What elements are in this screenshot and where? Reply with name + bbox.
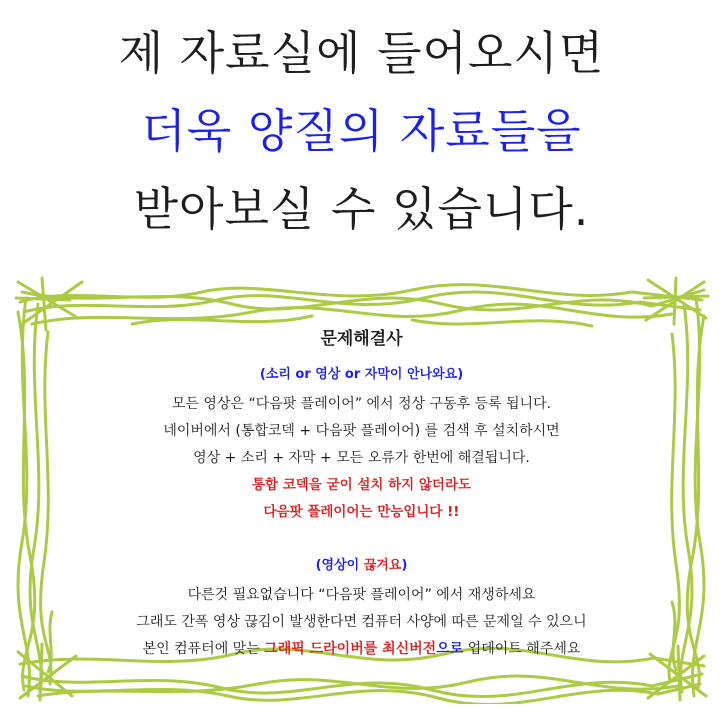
section1-line-2: 네이버에서 (통합코덱 + 다음팟 플레이어) 를 검색 후 설치하시면 (163, 423, 560, 439)
panel-title: 문제해결사 (320, 329, 403, 349)
section2-line-2: 그래도 간폭 영상 끊김이 발생한다면 컴퓨터 사양에 따른 문제일 수 있으니 (136, 614, 587, 630)
section1-subtitle: (소리 or 영상 or 자막이 안나와요) (259, 367, 464, 382)
info-panel (12, 272, 711, 704)
last-line-highlight: 그래픽 드라이버를 최신버전 (264, 641, 437, 657)
section1-line-1: 모든 영상은 “다음팟 플레이어” 에서 정상 구동후 등록 됩니다. (171, 396, 552, 412)
headline-block (0, 14, 723, 248)
headline-line-1: 제 자료실에 들어오시면 (118, 26, 605, 80)
headline-line-3: 받아보실 수 있습니다. (133, 182, 590, 236)
section1-line-3: 영상 + 소리 + 자막 + 모든 오류가 한번에 해결됩니다. (193, 450, 530, 466)
section2-subtitle (36, 552, 687, 579)
section2-subtitle-prefix: (영상이 (315, 558, 364, 573)
last-line-suffix: 업데이트 해주세요 (463, 641, 581, 657)
section1-warning-1: 통합 코덱을 굳이 설치 하지 않더라도 (251, 477, 472, 493)
headline-line-2: 더욱 양질의 자료들을 (141, 104, 582, 158)
last-line-middle: 으로 (436, 641, 464, 657)
last-line-prefix: 본인 컴퓨터에 맞는 (142, 641, 265, 657)
section2-subtitle-highlight: 끊겨요 (363, 558, 402, 573)
section2-subtitle-suffix: ) (401, 558, 408, 573)
section2-last-line (36, 636, 687, 663)
section-divider (36, 526, 687, 552)
section2-line-1: 다른것 필요없습니다 “다음팟 플레이어” 에서 재생하세요 (187, 587, 536, 603)
section1-warning-2: 다음팟 플레이어는 만능입니다 !! (263, 504, 460, 520)
